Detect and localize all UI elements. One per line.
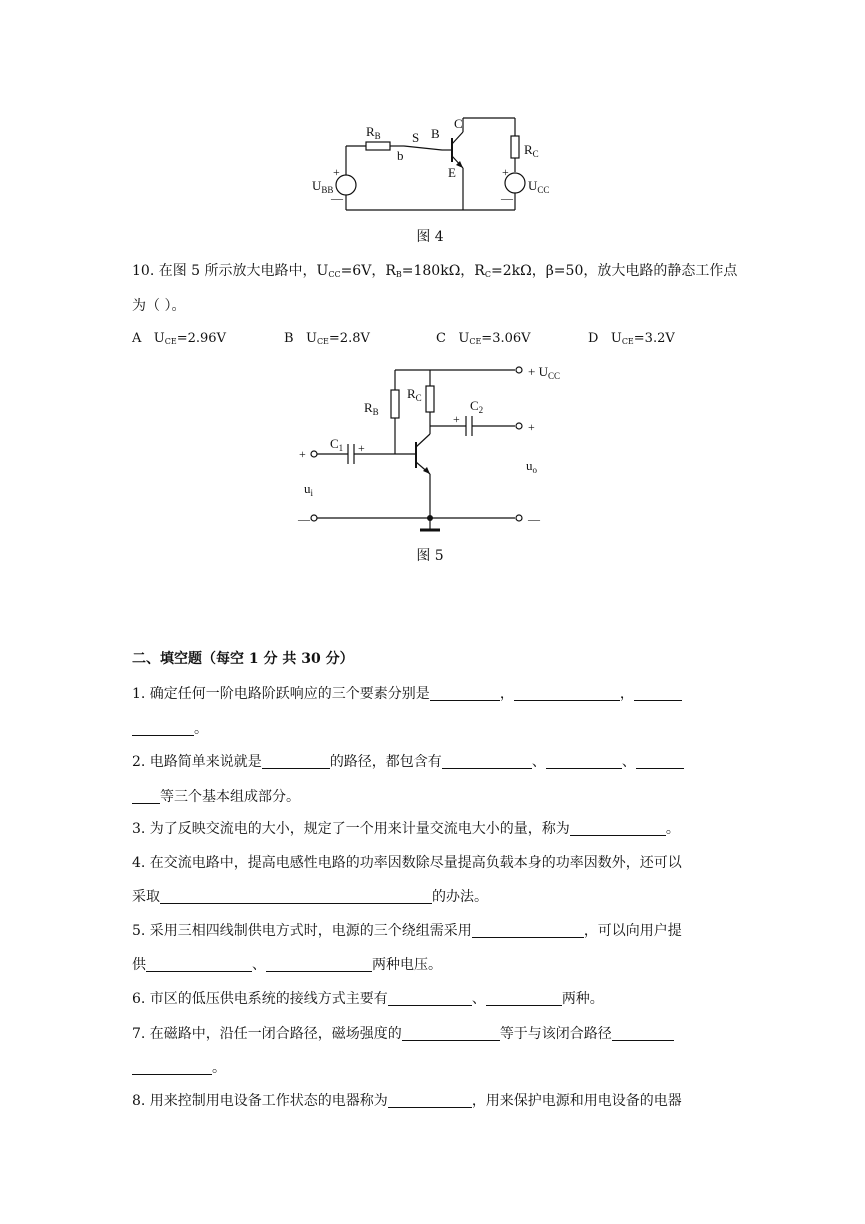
input-plus: + [299,447,306,461]
blank[interactable] [146,957,252,972]
label-s: S [412,130,420,145]
blank[interactable] [132,789,160,804]
q4-line1: 4. 在交流电路中，提高电感性电路的功率因数除尽量提高负载本身的功率因数外，还可以 [132,855,682,871]
label-rc: $R_C$ [407,386,422,403]
blank[interactable] [514,686,620,701]
option-a: A $U_{CE}=2.96V$ [132,331,226,346]
q10-line2: 为（ ）。 [132,298,186,314]
label-uo: $u_o$ [526,458,537,475]
output-plus: + [528,420,535,434]
blank[interactable] [132,721,194,736]
figure-4-caption: 图 4 [416,229,444,245]
q4-line2: 采取 的办法。 [132,889,488,905]
q2-line2: 等三个基本组成部分。 [132,787,300,807]
option-b: B $U_{CE}=2.8V$ [284,331,370,346]
resistor-rb [391,390,399,418]
blank[interactable] [486,991,562,1006]
label-rb: $R_B$ [364,400,379,417]
c1-plus: + [358,441,365,455]
label-rc: $R_C$ [524,142,539,159]
q10-line1: 10. 在图 5 所示放大电路中，$U_{CC}=6V$，$R_B=180k\Omega$，$R_C=2k\Omega$，β=50，放大电路的静态工作点 [132,263,738,279]
label-ucc: $U_{CC}$ [528,178,550,195]
q5-line2: 供 、 两种电压。 [132,957,442,973]
q5-line1: 5. 采用三相四线制供电方式时，电源的三个绕组需采用 ，可以向用户提 [132,923,682,939]
label-ubb: $U_{BB}$ [312,178,334,195]
label-ui: $u_i$ [304,481,314,498]
figure-5-circuit [290,358,580,538]
label-c1: $C_1$ [330,436,344,453]
input-minus: — [298,512,310,526]
blank[interactable] [472,923,584,938]
section-2-heading: 二、填空题（每空 1 分 共 30 分） [132,651,354,667]
label-rb: $R_B$ [366,124,381,141]
option-d: D $U_{CE}=3.2V$ [588,331,675,346]
blank[interactable] [388,1093,472,1108]
blank[interactable] [442,754,532,769]
ubb-plus: + [333,165,340,179]
q2-line1: 2. 电路简单来说就是 的路径，都包含有 、 、 [132,752,684,772]
label-e: E [448,165,456,180]
q7-line2: 。 [132,1058,226,1078]
blank[interactable] [430,686,500,701]
figure-4-circuit [300,110,570,220]
blank[interactable] [266,957,372,972]
ucc-minus: — [501,191,513,205]
ucc-plus: + [502,165,509,179]
resistor-rc [511,136,519,158]
switch-s [404,146,442,150]
label-c: C [454,116,463,131]
blank[interactable] [634,686,682,701]
label-b: B [431,126,440,141]
blank[interactable] [636,754,684,769]
blank[interactable] [570,821,666,836]
option-c: C $U_{CE}=3.06V$ [436,331,531,346]
blank[interactable] [262,754,330,769]
resistor-rb [366,142,390,150]
blank[interactable] [160,889,432,904]
q10-options [132,329,675,352]
blank[interactable] [612,1026,674,1041]
q1-line2: 。 [132,719,208,739]
label-c2: $C_2$ [470,398,484,415]
output-minus: — [528,512,540,526]
figure-5-caption: 图 5 [416,548,444,564]
q7-line1: 7. 在磁路中，沿任一闭合路径，磁场强度的 等于与该闭合路径 [132,1024,674,1044]
q3-line1: 3. 为了反映交流电的大小，规定了一个用来计量交流电大小的量，称为 。 [132,821,680,837]
q1-line1: 1. 确定任何一阶电路阶跃响应的三个要素分别是 ， ， [132,684,682,704]
blank[interactable] [388,991,472,1006]
resistor-rc [426,386,434,412]
blank[interactable] [402,1026,500,1041]
q8-line1: 8. 用来控制用电设备工作状态的电器称为 ，用来保护电源和用电设备的电器 [132,1093,682,1109]
label-ucc: + $U_{CC}$ [528,364,560,381]
c2-plus: + [453,412,460,426]
blank[interactable] [546,754,622,769]
blank[interactable] [132,1060,212,1075]
label-b-lower: b [397,148,404,163]
ubb-minus: — [331,191,343,205]
q6-line1: 6. 市区的低压供电系统的接线方式主要有 、 两种。 [132,991,604,1007]
